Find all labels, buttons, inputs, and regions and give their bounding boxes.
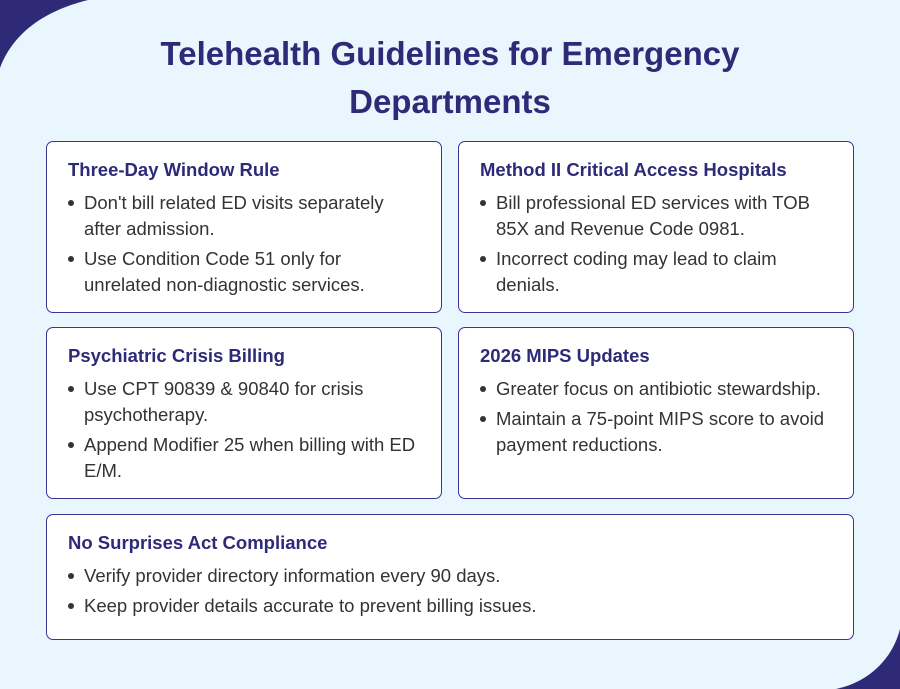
list-item: [480, 246, 833, 298]
bullet-icon: [480, 416, 486, 422]
card-method-ii-critical-access-hospitals: [458, 141, 854, 313]
bullet-icon: [68, 603, 74, 609]
list-item-text: Verify provider directory information every 90 days.: [84, 565, 501, 586]
list-item-text: Use Condition Code 51 only for unrelated non-diagnostic services.: [84, 248, 365, 295]
card-list: [480, 376, 833, 458]
list-item: [68, 593, 833, 619]
list-item: [68, 432, 421, 484]
list-item: [68, 246, 421, 298]
bullet-icon: [68, 386, 74, 392]
list-item: [68, 376, 421, 428]
bullet-icon: [480, 386, 486, 392]
bullet-icon: [480, 256, 486, 262]
card-title: Three-Day Window Rule: [68, 159, 280, 180]
list-item-text: Maintain a 75-point MIPS score to avoid payment reductions.: [496, 408, 825, 455]
list-item-text: Keep provider details accurate to prevent billing issues.: [84, 595, 537, 616]
card-title: Method II Critical Access Hospitals: [480, 159, 787, 180]
card-three-day-window-rule: [46, 141, 442, 313]
card-title: No Surprises Act Compliance: [68, 532, 328, 553]
list-item: [480, 376, 833, 402]
list-item-text: Greater focus on antibiotic stewardship.: [496, 378, 821, 399]
card-title: 2026 MIPS Updates: [480, 345, 650, 366]
list-item: [68, 190, 421, 242]
bullet-icon: [68, 200, 74, 206]
bullet-icon: [480, 200, 486, 206]
card-list: [68, 376, 421, 484]
list-item-text: Append Modifier 25 when billing with ED E/M.: [84, 434, 416, 481]
list-item: [480, 190, 833, 242]
page-title: Telehealth Guidelines for Emergency Departments: [160, 35, 740, 120]
card-list: [68, 190, 421, 298]
list-item-text: Don't bill related ED visits separately after admission.: [84, 192, 384, 239]
card-psychiatric-crisis-billing: [46, 327, 442, 499]
list-item-text: Bill professional ED services with TOB 85X and Revenue Code 0981.: [496, 192, 810, 239]
bullet-icon: [68, 442, 74, 448]
card-title: Psychiatric Crisis Billing: [68, 345, 285, 366]
list-item: [68, 563, 833, 589]
bullet-icon: [68, 256, 74, 262]
card-list: [480, 190, 833, 298]
card-no-surprises-act-compliance: [46, 514, 854, 640]
card-2026-mips-updates: [458, 327, 854, 499]
bullet-icon: [68, 573, 74, 579]
list-item: [480, 406, 833, 458]
list-item-text: Use CPT 90839 & 90840 for crisis psychotherapy.: [84, 378, 364, 425]
list-item-text: Incorrect coding may lead to claim denials.: [496, 248, 777, 295]
card-list: [68, 563, 833, 619]
